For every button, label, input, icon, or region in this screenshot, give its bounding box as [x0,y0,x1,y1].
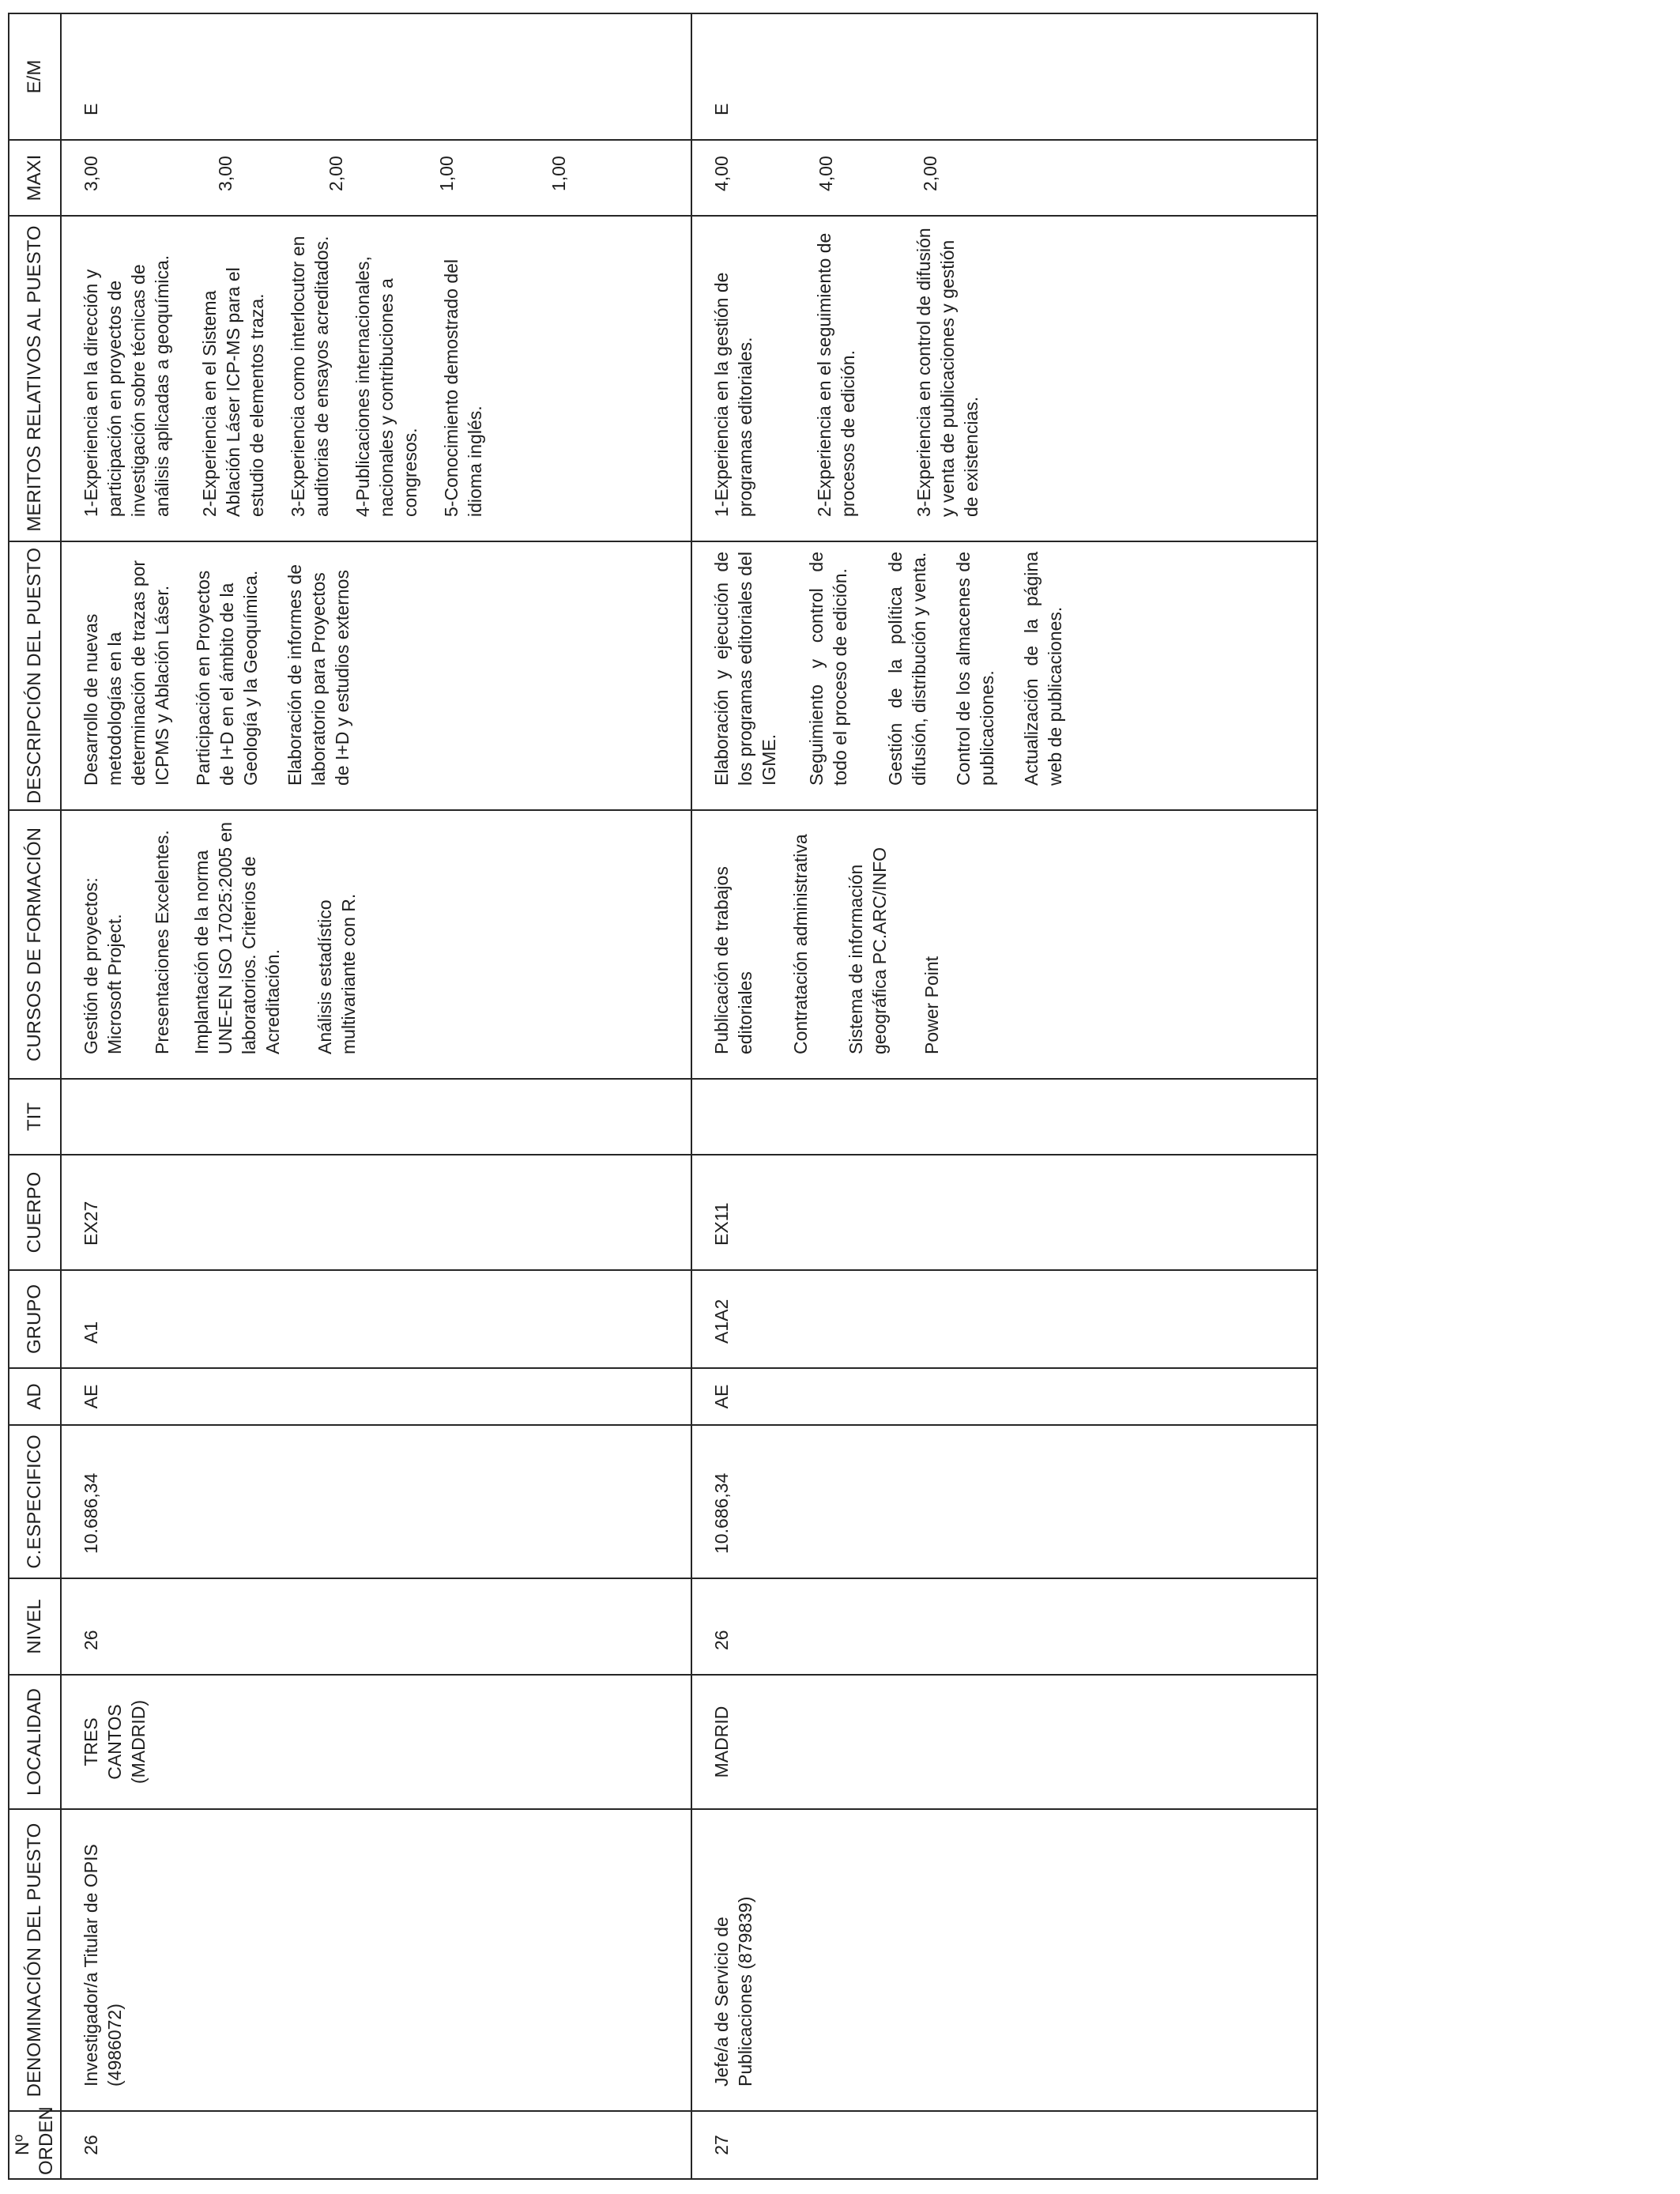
cell-tit [691,1079,1317,1155]
merito-item: 3-Experiencia como interlocutor en auditorias de ensayos acreditados. [288,236,332,517]
cell-localidad: TRES CANTOS (MADRID) [61,1675,691,1809]
descripcion-item: Participación en Proyectos de I+D en el ámbito de la Geología y la Geoquímica. [193,570,261,786]
cell-ad: AE [691,1368,1317,1425]
cell-grupo: A1A2 [691,1270,1317,1368]
cell-maxi [61,140,691,216]
descripcion-item: Elaboración y ejecución de los programas editoriales del IGME. [710,552,779,786]
header-maxi: MAXI [9,140,61,216]
header-em: E/M [9,13,61,140]
header-row [9,13,61,2179]
cell-orden: 26 [61,2111,691,2179]
curso-item: Análisis estadístico multivariante con R. [315,893,359,1054]
cell-nivel: 26 [691,1578,1317,1675]
curso-item: Sistema de información geográfica PC.ARC/INFO [845,846,890,1054]
table-row [691,13,1317,2179]
header-descripcion: DESCRIPCIÓN DEL PUESTO [9,541,61,810]
maxi-value: 4,00 [710,156,732,191]
merito-item: 1-Experiencia en la gestión de programas editoriales. [710,272,755,517]
descripcion-item: Control de los almacenes de publicaciones. [952,552,997,786]
cell-especifico: 10.686,34 [691,1425,1317,1578]
curso-item: Presentaciones Excelentes. [152,830,172,1054]
maxi-value: 2,00 [326,156,346,191]
maxi-value: 2,00 [919,156,940,191]
header-especifico: C.ESPECIFICO [9,1425,61,1578]
header-ad: AD [9,1368,61,1425]
cell-denominacion: Jefe/a de Servicio de Publicaciones (879839) [691,1809,1317,2111]
cell-cuerpo: EX11 [691,1155,1317,1270]
cell-descripcion [61,541,691,810]
maxi-value: 3,00 [81,156,101,191]
table-row [61,13,691,2179]
header-localidad: LOCALIDAD [9,1675,61,1809]
curso-item: Gestión de proyectos: Microsoft Project. [81,877,125,1054]
merito-item: 2-Experiencia en el Sistema Ablación Láser ICP-MS para el estudio de elementos traza. [199,267,267,517]
cell-denominacion: Investigador/a Titular de OPIS (4986072) [61,1809,691,2111]
curso-item: Implantación de la norma UNE-EN ISO 17025:2005 en laboratorios. Criterios de Acreditación. [191,821,283,1054]
cell-meritos [691,216,1317,541]
cell-localidad: MADRID [691,1675,1317,1809]
cell-ad: AE [61,1368,691,1425]
cell-em: E [61,13,691,140]
merito-item: 5-Conocimiento demostrado del idioma inglés. [441,258,485,517]
merito-item: 1-Experiencia en la dirección y participación en proyectos de investigación sobre técnicas de análisis aplicadas a geoquímica. [81,254,172,517]
descripcion-item: Seguimiento y control de todo el proceso de edición. [805,552,850,786]
merito-item: 3-Experiencia en control de difusión y venta de publicaciones y gestión de existencias. [913,228,981,517]
cell-em: E [691,13,1317,140]
header-tit: TIT [9,1079,61,1155]
cell-descripcion [691,541,1317,810]
descripcion-item: Desarrollo de nuevas metodologías en la determinación de trazas por ICPMS y Ablación Láser. [81,560,172,786]
cell-meritos [61,216,691,541]
maxi-value: 3,00 [215,156,235,191]
descripcion-item: Elaboración de informes de laboratorio para Proyectos de I+D y estudios externos [284,564,352,786]
cell-orden: 27 [691,2111,1317,2179]
curso-item: Publicación de trabajos editoriales [710,866,755,1054]
cell-cuerpo: EX27 [61,1155,691,1270]
descripcion-item: Gestión de la política de difusión, distribución y venta. [884,552,929,786]
header-meritos: MERITOS RELATIVOS AL PUESTO [9,216,61,541]
cell-grupo: A1 [61,1270,691,1368]
header-nivel: NIVEL [9,1578,61,1675]
cell-maxi [691,140,1317,216]
curso-item: Contratación administrativa [789,834,811,1054]
cell-nivel: 26 [61,1578,691,1675]
header-grupo: GRUPO [9,1270,61,1368]
merito-item: 2-Experiencia en el seguimiento de procesos de edición. [813,232,858,517]
header-cursos: CURSOS DE FORMACIÓN [9,810,61,1079]
maxi-value: 1,00 [436,156,457,191]
maxi-value: 4,00 [815,156,836,191]
cell-tit [61,1079,691,1155]
cell-cursos [61,810,691,1079]
descripcion-item: Actualización de la página web de publicaciones. [1020,552,1065,786]
positions-table [8,13,1318,2180]
header-orden: Nº ORDEN [9,2111,61,2179]
cell-cursos [691,810,1317,1079]
maxi-value: 1,00 [548,156,569,191]
cell-especifico: 10.686,34 [61,1425,691,1578]
merito-item: 4-Publicaciones internacionales, nacionales y contribuciones a congresos. [352,256,420,517]
header-denominacion: DENOMINACIÓN DEL PUESTO [9,1809,61,2111]
header-cuerpo: CUERPO [9,1155,61,1270]
curso-item: Power Point [921,956,942,1054]
